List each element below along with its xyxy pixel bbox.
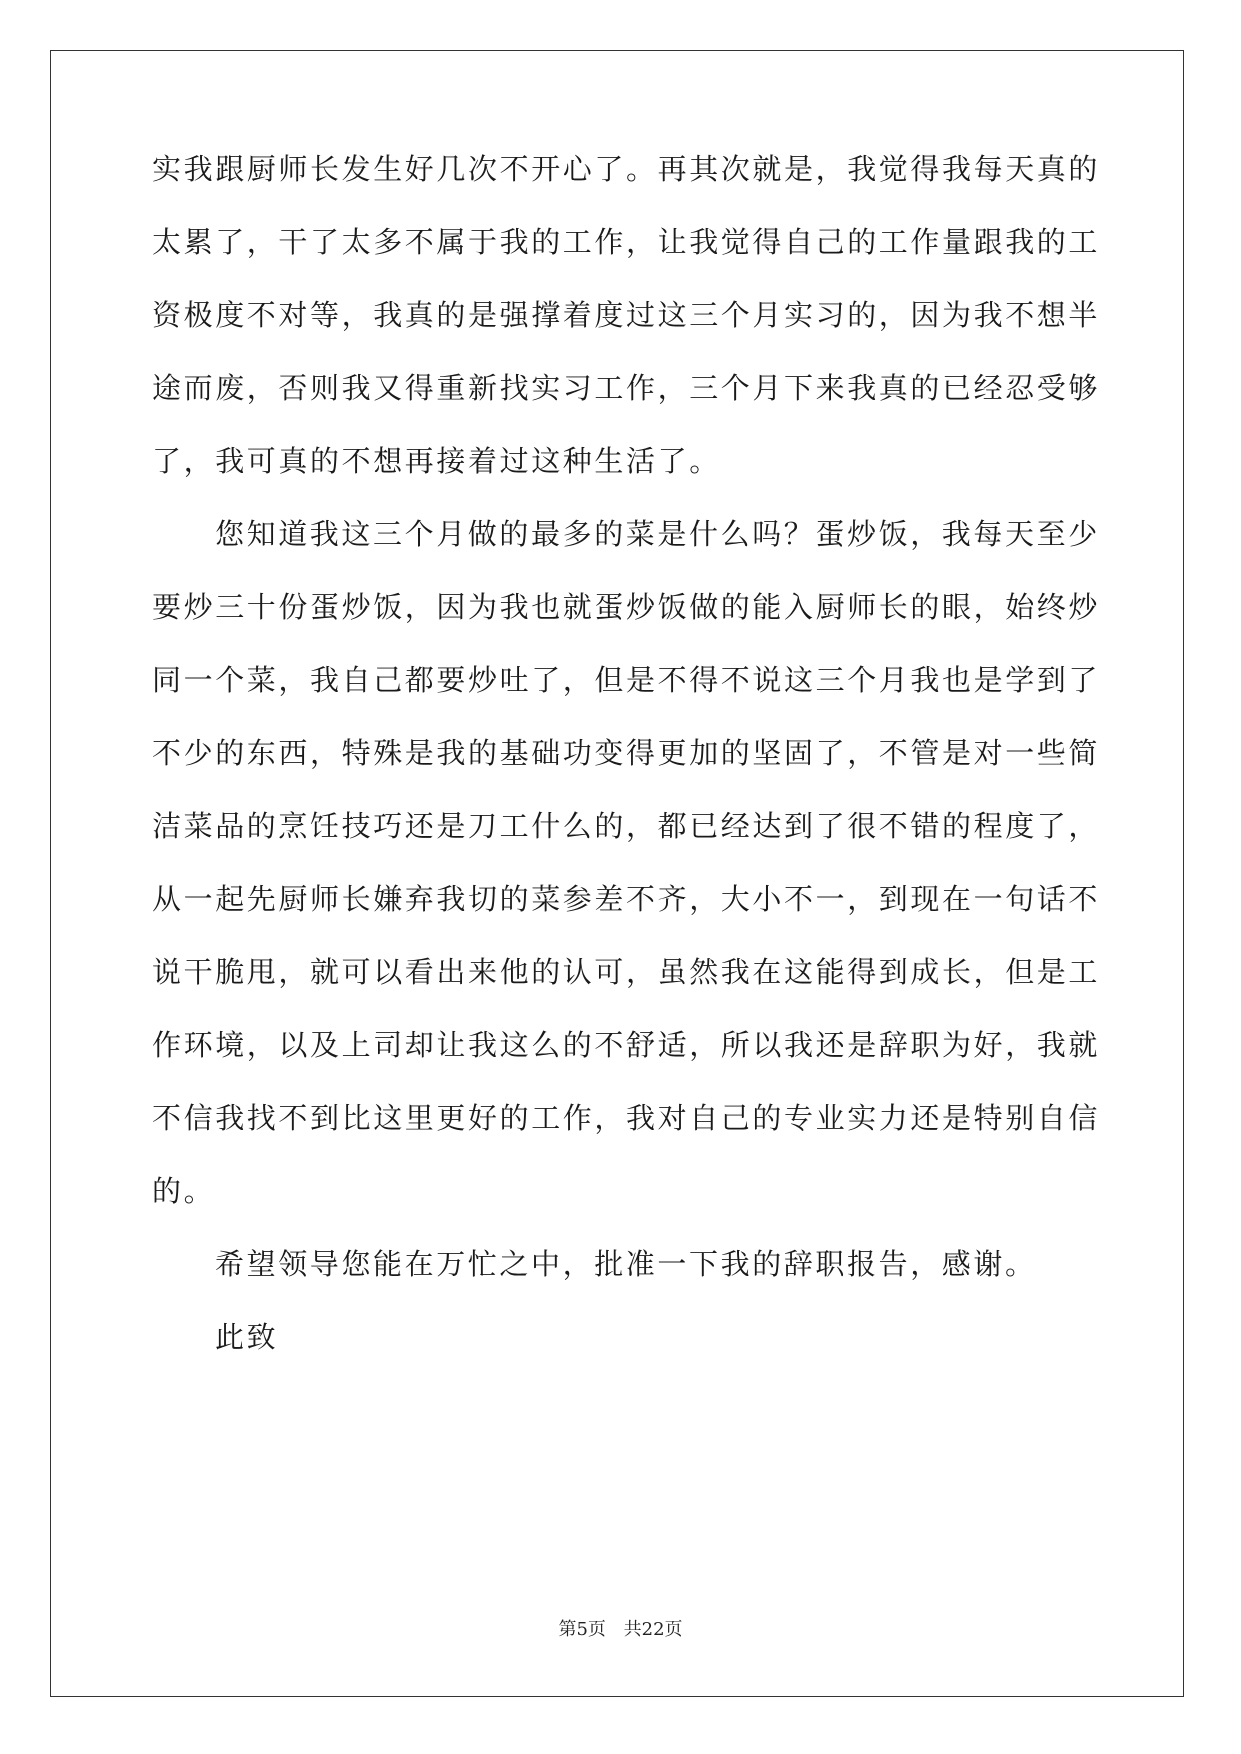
text-line: 途而废，否则我又得重新找实习工作，三个月下来我真的已经忍受够 [152, 371, 1101, 405]
text-line: 太累了，干了太多不属于我的工作，让我觉得自己的工作量跟我的工 [152, 225, 1101, 259]
text-line: 洁菜品的烹饪技巧还是刀工什么的，都已经达到了很不错的程度了， [152, 809, 1101, 843]
page-number: 第5页 [558, 1619, 606, 1640]
text-line: 了，我可真的不想再接着过这种生活了。 [152, 444, 721, 478]
page-footer [0, 1618, 1241, 1642]
text-line: 希望领导您能在万忙之中，批准一下我的辞职报告，感谢。 [215, 1247, 1037, 1281]
closing-salutation: 此致 [215, 1320, 279, 1354]
text-line: 不少的东西，特殊是我的基础功变得更加的坚固了，不管是对一些简 [152, 736, 1101, 770]
text-line: 同一个菜，我自己都要炒吐了，但是不得不说这三个月我也是学到了 [152, 663, 1101, 697]
page-total: 共22页 [623, 1619, 683, 1640]
text-line: 要炒三十份蛋炒饭，因为我也就蛋炒饭做的能入厨师长的眼，始终炒 [152, 590, 1101, 624]
text-line: 不信我找不到比这里更好的工作，我对自己的专业实力还是特别自信 [152, 1101, 1101, 1135]
text-line: 您知道我这三个月做的最多的菜是什么吗？蛋炒饭，我每天至少 [215, 517, 1100, 551]
text-line: 资极度不对等，我真的是强撑着度过这三个月实习的，因为我不想半 [152, 298, 1101, 332]
text-line: 作环境，以及上司却让我这么的不舒适，所以我还是辞职为好，我就 [152, 1028, 1101, 1062]
text-line: 说干脆甩，就可以看出来他的认可，虽然我在这能得到成长，但是工 [152, 955, 1101, 989]
text-line: 实我跟厨师长发生好几次不开心了。再其次就是，我觉得我每天真的 [152, 152, 1101, 186]
text-line: 的。 [152, 1174, 216, 1208]
text-line: 从一起先厨师长嫌弃我切的菜参差不齐，大小不一，到现在一句话不 [152, 882, 1101, 916]
